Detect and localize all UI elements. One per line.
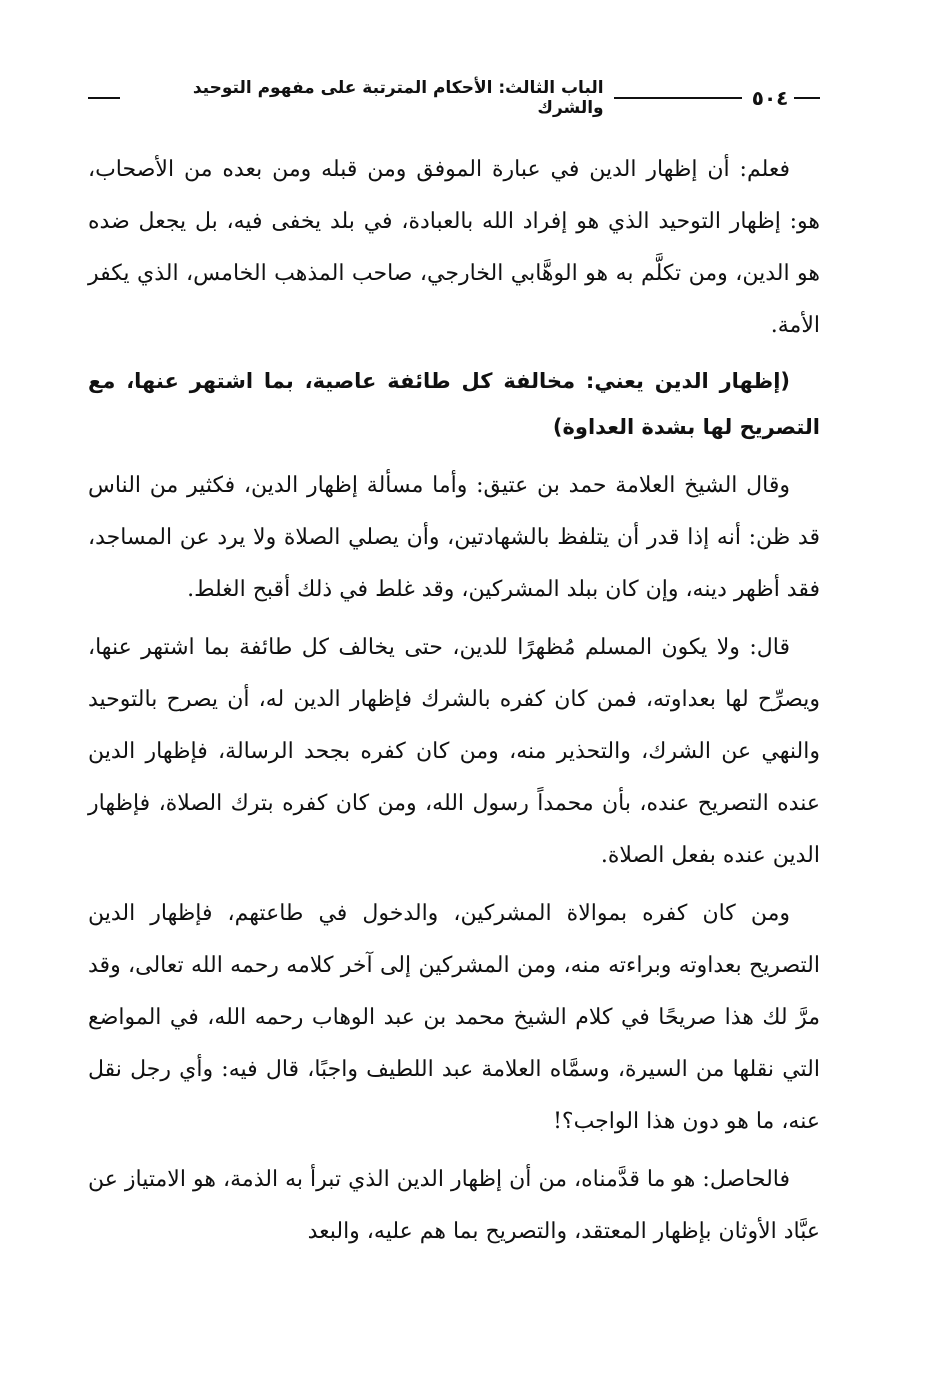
paragraph-5: فالحاصل: هو ما قدَّمناه، من أن إظهار الدين الذي تبرأ به الذمة، هو الامتياز عن عبَّاد الأوثان بإظهار المعتقد، والتصريح بما هم عليه، والبعد	[88, 1167, 820, 1244]
paragraph-2: وقال الشيخ العلامة حمد بن عتيق: وأما مسألة إظهار الدين، فكثير من الناس قد ظن: أنه إذا قدر أن يتلفظ بالشهادتين، وأن يصلي الصلاة ولا يرد عن المساجد، فقد أظهر دينه، وإن كان ببلد المشركين، وقد غلط في ذلك أقبح الغلط.	[88, 473, 820, 602]
header-rule-start	[794, 97, 820, 99]
paragraph-3: قال: ولا يكون المسلم مُظهرًا للدين، حتى يخالف كل طائفة بما اشتهر عنها، ويصرِّح لها بعداوته، فمن كان كفره بالشرك فإظهار الدين له، أن يصرح بالتوحيد والنهي عن الشرك، والتحذير منه، ومن كان كفره بجحد الرسالة، فإظهار الدين عنده التصريح عنده، بأن محمداً رسول الله، ومن كان كفره بترك الصلاة، فإظهار الدين عنده بفعل الصلاة.	[88, 635, 820, 868]
running-header	[88, 78, 820, 118]
section-heading: (إظهار الدين يعني: مخالفة كل طائفة عاصية، بما اشتهر عنها، مع التصريح لها بشدة العداوة)	[88, 369, 820, 439]
chapter-title: الباب الثالث: الأحكام المترتبة على مفهوم التوحيد والشرك	[192, 78, 604, 118]
book-page	[88, 78, 820, 1358]
paragraph-1: فعلم: أن إظهار الدين في عبارة الموفق ومن قبله ومن بعده من الأصحاب، هو: إظهار التوحيد الذي هو إفراد الله بالعبادة، في بلد يخفى فيه، بل يجعل ضده هو الدين، ومن تكلَّم به هو الوهَّابي الخارجي، صاحب المذهب الخامس، الذي يكفر الأمة.	[88, 157, 820, 338]
header-rule-middle	[614, 97, 742, 99]
header-rule-end	[88, 97, 120, 99]
page-number: ٥٠٤	[751, 86, 789, 110]
page-body	[88, 144, 820, 1258]
paragraph-4: ومن كان كفره بموالاة المشركين، والدخول في طاعتهم، فإظهار الدين التصريح بعداوته وبراءته منه، ومن المشركين إلى آخر كلامه رحمه الله تعالى، وقد مرَّ لك هذا صريحًا في كلام الشيخ محمد بن عبد الوهاب رحمه الله، في المواضع التي نقلها من السيرة، وسمَّاه العلامة عبد اللطيف واجبًا، قال فيه: وأي رجل نقل عنه، ما هو دون هذا الواجب؟!	[88, 901, 820, 1134]
